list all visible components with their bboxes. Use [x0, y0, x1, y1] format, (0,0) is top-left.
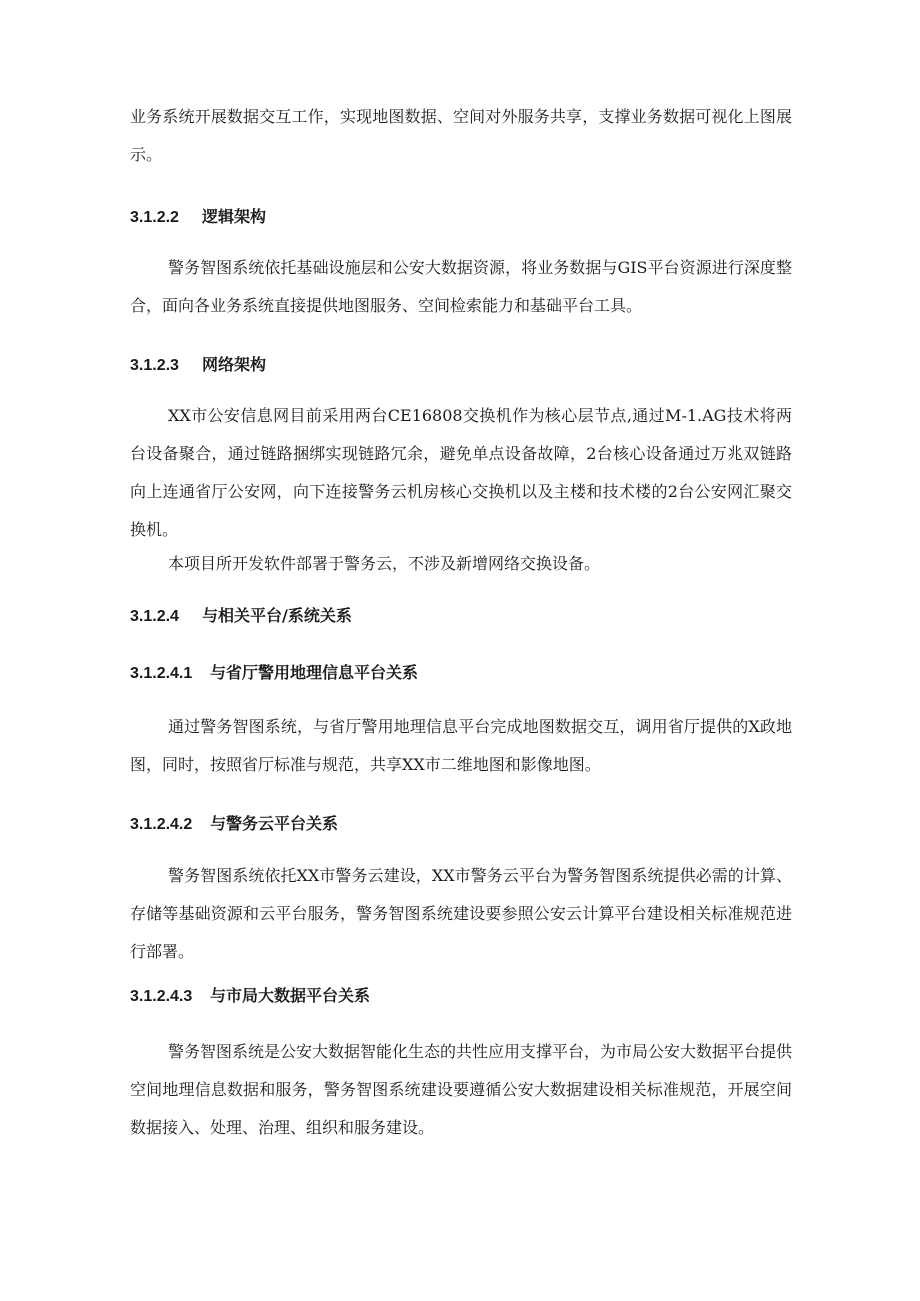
heading-title: 与省厅警用地理信息平台关系 [210, 663, 419, 682]
heading-number: 3.1.2.4 [130, 608, 179, 625]
heading-number: 3.1.2.2 [130, 209, 179, 226]
heading-number: 3.1.2.4.3 [130, 988, 193, 1005]
heading-title: 逻辑架构 [202, 207, 267, 226]
heading-logical-architecture [130, 205, 266, 230]
heading-big-data-platform [130, 984, 370, 1009]
heading-title: 与警务云平台关系 [210, 814, 339, 833]
heading-provincial-gis-platform [130, 661, 418, 686]
heading-title: 与相关平台/系统关系 [202, 606, 352, 625]
heading-police-cloud-platform [130, 812, 338, 837]
paragraph-intro: 业务系统开展数据交互工作，实现地图数据、空间对外服务共享，支撑业务数据可视化上图展示。 [130, 107, 792, 164]
paragraph-network-deployment: 本项目所开发软件部署于警务云，不涉及新增网络交换设备。 [168, 554, 601, 573]
heading-title: 与市局大数据平台关系 [210, 986, 371, 1005]
heading-related-platforms [130, 604, 352, 629]
heading-number: 3.1.2.4.1 [130, 665, 193, 682]
paragraph-big-data-platform: 警务智图系统是公安大数据智能化生态的共性应用支撑平台，为市局公安大数据平台提供空间地理信息数据和服务，警务智图系统建设要遵循公安大数据建设相关标准规范，开展空间数据接入、处理、治理、组织和服务建设。 [130, 1042, 793, 1137]
paragraph-provincial-gis-platform: 通过警务智图系统，与省厅警用地理信息平台完成地图数据交互，调用省厅提供的X政地图，同时，按照省厅标准与规范，共享XX市二维地图和影像地图。 [130, 717, 792, 774]
heading-number: 3.1.2.3 [130, 357, 179, 374]
paragraph-police-cloud-platform: 警务智图系统依托XX市警务云建设，XX市警务云平台为警务智图系统提供必需的计算、存储等基础资源和云平台服务，警务智图系统建设要参照公安云计算平台建设相关标准规范进行部署。 [130, 866, 792, 961]
heading-number: 3.1.2.4.2 [130, 816, 193, 833]
heading-network-architecture [130, 353, 266, 378]
paragraph-logical-architecture: 警务智图系统依托基础设施层和公安大数据资源，将业务数据与GIS平台资源进行深度整合，面向各业务系统直接提供地图服务、空间检索能力和基础平台工具。 [130, 258, 792, 315]
paragraph-network-architecture: XX市公安信息网目前采用两台CE16808交换机作为核心层节点,通过M-1.AG技术将两台设备聚合，通过链路捆绑实现链路冗余，避免单点设备故障，2台核心设备通过万兆双链路向上连通省厅公安网，向下连接警务云机房核心交换机以及主楼和技术楼的2台公安网汇聚交换机。 [130, 406, 792, 539]
heading-title: 网络架构 [202, 355, 267, 374]
